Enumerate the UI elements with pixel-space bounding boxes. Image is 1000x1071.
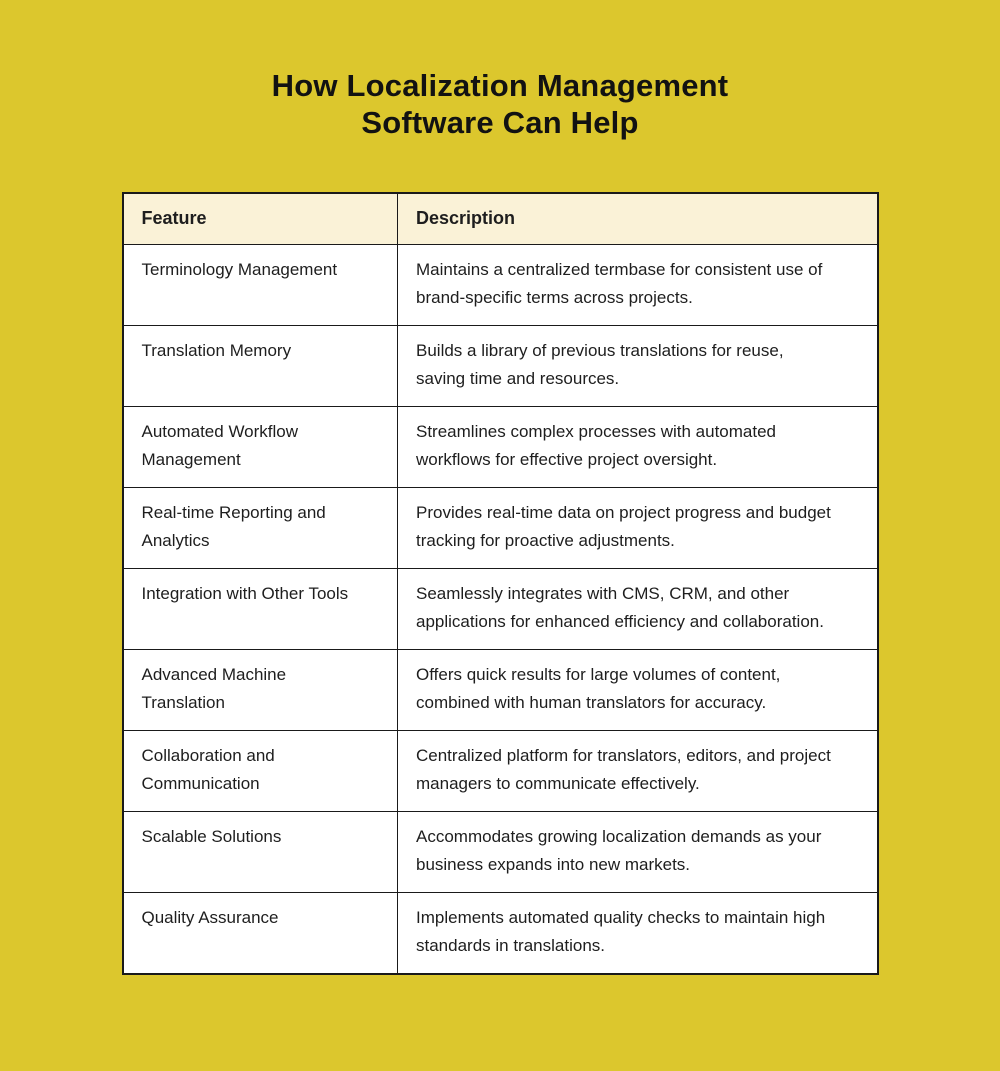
table-row xyxy=(123,730,878,811)
table-row xyxy=(123,487,878,568)
description-cell: Maintains a centralized termbase for consistent use of brand-specific terms across projects. xyxy=(398,244,878,325)
page-title xyxy=(0,67,1000,141)
table-row xyxy=(123,811,878,892)
description-cell: Accommodates growing localization demands as your business expands into new markets. xyxy=(398,811,878,892)
feature-cell: Terminology Management xyxy=(123,244,398,325)
feature-cell: Collaboration and Communication xyxy=(123,730,398,811)
feature-cell: Translation Memory xyxy=(123,325,398,406)
column-header-description: Description xyxy=(398,193,878,244)
feature-cell: Real-time Reporting and Analytics xyxy=(123,487,398,568)
description-cell: Seamlessly integrates with CMS, CRM, and other applications for enhanced efficiency and collaboration. xyxy=(398,568,878,649)
table-row xyxy=(123,244,878,325)
description-cell: Provides real-time data on project progress and budget tracking for proactive adjustments. xyxy=(398,487,878,568)
feature-cell: Advanced Machine Translation xyxy=(123,649,398,730)
feature-cell: Quality Assurance xyxy=(123,892,398,974)
column-header-feature: Feature xyxy=(123,193,398,244)
feature-cell: Scalable Solutions xyxy=(123,811,398,892)
feature-cell: Automated Workflow Management xyxy=(123,406,398,487)
description-cell: Builds a library of previous translations for reuse, saving time and resources. xyxy=(398,325,878,406)
description-cell: Offers quick results for large volumes of content, combined with human translators for accuracy. xyxy=(398,649,878,730)
feature-table xyxy=(122,192,879,975)
table-row xyxy=(123,892,878,974)
page-title-line-1: How Localization Management xyxy=(271,68,729,103)
page-title-line-2: Software Can Help xyxy=(361,105,639,140)
table-body xyxy=(123,244,878,974)
description-cell: Implements automated quality checks to maintain high standards in translations. xyxy=(398,892,878,974)
feature-cell: Integration with Other Tools xyxy=(123,568,398,649)
description-cell: Centralized platform for translators, editors, and project managers to communicate effectively. xyxy=(398,730,878,811)
table-row xyxy=(123,325,878,406)
table-row xyxy=(123,649,878,730)
table-header-row xyxy=(123,193,878,244)
table-row xyxy=(123,406,878,487)
table-row xyxy=(123,568,878,649)
description-cell: Streamlines complex processes with automated workflows for effective project oversight. xyxy=(398,406,878,487)
